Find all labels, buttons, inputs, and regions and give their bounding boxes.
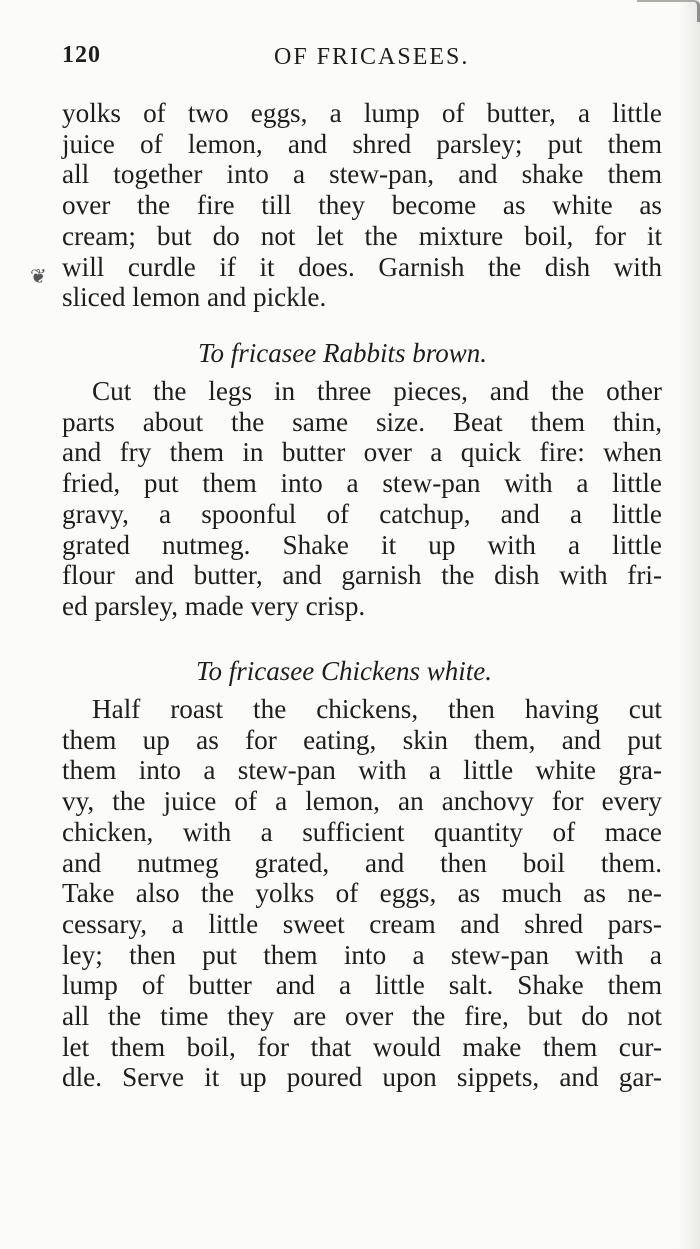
text-line: gravy, a spoonful of catchup, and a little [62, 498, 662, 529]
text-line: them up as for eating, skin them, and put [62, 724, 662, 755]
margin-ornament-mark: ❦ [30, 266, 47, 288]
text-line: let them boil, for that would make them cur- [62, 1031, 662, 1062]
text-line: flour and butter, and garnish the dish with fri- [62, 560, 662, 591]
text-line: parts about the same size. Beat them thin, [62, 406, 662, 437]
text-line: chicken, with a sufficient quantity of mace [62, 816, 662, 847]
text-line: yolks of two eggs, a lump of butter, a little [62, 98, 662, 128]
page-corner-curl [637, 0, 700, 22]
text-line: will curdle if it does. Garnish the dish with [62, 251, 662, 282]
text-line: Cut the legs in three pieces, and the other [92, 376, 662, 406]
text-line: all the time they are over the fire, but do not [62, 1001, 662, 1032]
page-number: 120 [62, 42, 101, 68]
text-line: cessary, a little sweet cream and shred pars- [62, 908, 662, 939]
text-line: and fry them in butter over a quick fire: when [62, 437, 662, 468]
text-line: Take also the yolks of eggs, as much as ne- [62, 878, 662, 909]
continuation-paragraph [62, 98, 662, 313]
text-line: sliced lemon and pickle. [62, 282, 327, 313]
text-line: vy, the juice of a lemon, an anchovy for every [62, 786, 662, 817]
text-line: grated nutmeg. Shake it up with a little [62, 529, 662, 560]
text-line: them into a stew-pan with a little white gra- [62, 755, 662, 786]
running-head: OF FRICASEES. [274, 44, 470, 70]
text-line: cream; but do not let the mixture boil, for it [62, 220, 662, 251]
recipe-paragraph-rabbits [62, 376, 662, 622]
text-line: ed parsley, made very crisp. [62, 590, 366, 621]
text-line: over the fire till they become as white as [62, 190, 662, 221]
text-line: fried, put them into a stew-pan with a little [62, 468, 662, 499]
text-line: all together into a stew-pan, and shake them [62, 159, 662, 190]
page-edge-shadow [678, 0, 700, 1249]
text-line: dle. Serve it up poured upon sippets, and gar- [62, 1062, 662, 1093]
recipe-paragraph-chickens [62, 694, 662, 1093]
text-line: ley; then put them into a stew-pan with a [62, 939, 662, 970]
recipe-heading-rabbits: To fricasee Rabbits brown. [198, 338, 488, 368]
text-line: lump of butter and a little salt. Shake them [62, 970, 662, 1001]
text-line: Half roast the chickens, then having cut [92, 694, 662, 724]
text-line: and nutmeg grated, and then boil them. [62, 847, 662, 878]
page-header [62, 42, 662, 82]
recipe-heading-chickens: To fricasee Chickens white. [196, 656, 492, 686]
text-line: juice of lemon, and shred parsley; put them [62, 128, 662, 159]
